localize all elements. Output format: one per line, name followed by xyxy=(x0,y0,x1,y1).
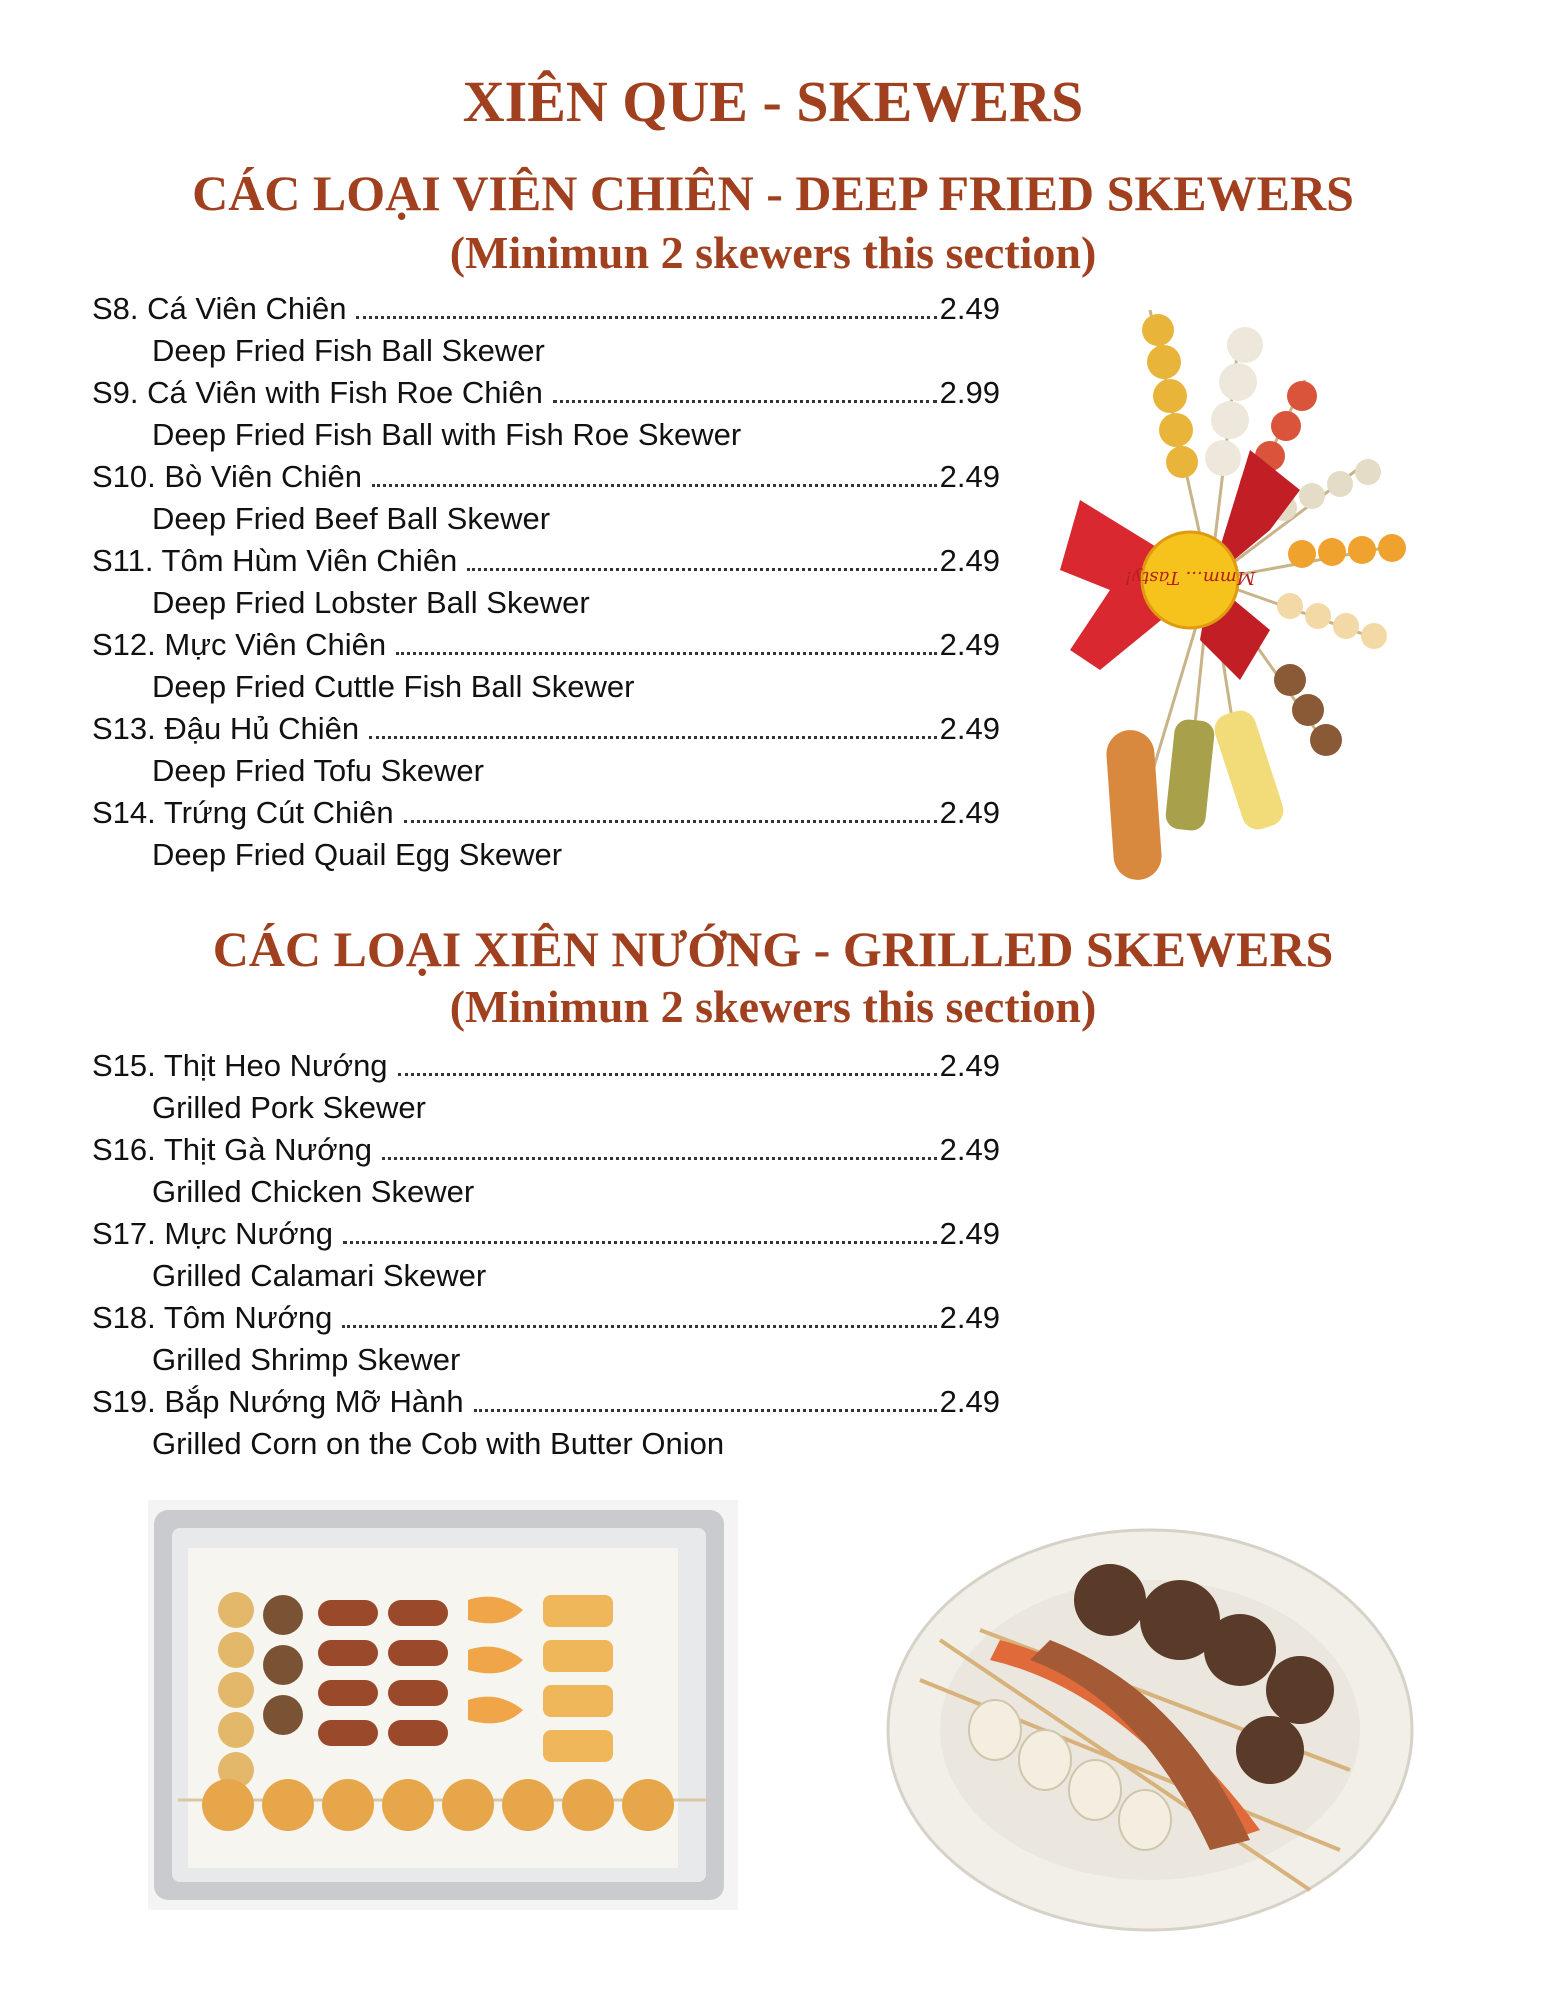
dot-leader xyxy=(396,651,936,655)
item-name: S11. Tôm Hùm Viên Chiên xyxy=(92,543,458,578)
dot-leader xyxy=(398,1072,937,1076)
item-name: S8. Cá Viên Chiên xyxy=(92,291,347,326)
dot-leader xyxy=(404,819,937,823)
item-price: 2.99 xyxy=(939,375,1000,410)
item-name: S19. Bắp Nướng Mỡ Hành xyxy=(92,1384,464,1419)
section-note: (Minimun 2 skewers this section) xyxy=(449,227,1097,278)
item-english-name: Grilled Shrimp Skewer xyxy=(152,1342,461,1377)
item-name: S9. Cá Viên with Fish Roe Chiên xyxy=(92,375,543,410)
menu-item xyxy=(92,1381,1000,1465)
item-name: S10. Bò Viên Chiên xyxy=(92,459,363,494)
menu-item xyxy=(92,1129,1000,1213)
item-english-name: Grilled Pork Skewer xyxy=(152,1090,426,1125)
item-price: 2.49 xyxy=(939,1216,1000,1251)
menu-item xyxy=(92,624,1000,708)
dot-leader xyxy=(369,735,937,739)
menu-item xyxy=(92,456,1000,540)
item-english-name: Deep Fried Lobster Ball Skewer xyxy=(152,585,590,620)
menu-item xyxy=(92,1045,1000,1129)
item-name: S13. Đậu Hủ Chiên xyxy=(92,711,360,746)
item-english-name: Deep Fried Beef Ball Skewer xyxy=(152,501,551,536)
menu-item xyxy=(92,708,1000,792)
item-english-name: Deep Fried Cuttle Fish Ball Skewer xyxy=(152,669,635,704)
item-price: 2.49 xyxy=(939,1132,1000,1167)
section-title: CÁC LOẠI XIÊN NƯỚNG - GRILLED SKEWERS xyxy=(212,921,1334,977)
item-name: S17. Mực Nướng xyxy=(92,1216,334,1251)
menu-item xyxy=(92,1213,1000,1297)
menu-item xyxy=(92,372,1000,456)
item-price: 2.49 xyxy=(939,711,1000,746)
item-english-name: Grilled Chicken Skewer xyxy=(152,1174,475,1209)
item-name: S14. Trứng Cút Chiên xyxy=(92,795,394,830)
item-price: 2.49 xyxy=(939,1384,1000,1419)
item-english-name: Deep Fried Quail Egg Skewer xyxy=(152,837,563,872)
menu-list xyxy=(92,1045,1000,1465)
item-english-name: Grilled Calamari Skewer xyxy=(152,1258,487,1293)
dot-leader xyxy=(372,483,937,487)
menu-item xyxy=(92,792,1000,876)
grilled-skewer-plate-photo xyxy=(880,1520,1420,1940)
dot-leader xyxy=(342,1324,936,1328)
item-name: S18. Tôm Nướng xyxy=(92,1300,333,1335)
page-title: XIÊN QUE - SKEWERS xyxy=(462,69,1084,134)
dot-leader xyxy=(467,567,936,571)
item-name: S16. Thịt Gà Nướng xyxy=(92,1132,373,1167)
section-title: CÁC LOẠI VIÊN CHIÊN - DEEP FRIED SKEWERS xyxy=(192,165,1354,221)
item-english-name: Deep Fried Tofu Skewer xyxy=(152,753,484,788)
section-note: (Minimun 2 skewers this section) xyxy=(449,981,1097,1032)
dot-leader xyxy=(553,399,937,403)
item-price: 2.49 xyxy=(939,459,1000,494)
dot-leader xyxy=(343,1240,937,1244)
item-price: 2.49 xyxy=(939,291,1000,326)
menu-list xyxy=(92,288,1000,876)
skewer-fan-illustration xyxy=(1040,300,1460,880)
dot-leader xyxy=(382,1156,937,1160)
item-price: 2.49 xyxy=(939,795,1000,830)
item-english-name: Deep Fried Fish Ball Skewer xyxy=(152,333,545,368)
item-price: 2.49 xyxy=(939,1048,1000,1083)
dot-leader xyxy=(474,1408,937,1412)
item-price: 2.49 xyxy=(939,1300,1000,1335)
fan-logo-text: Mmm... Tasty! xyxy=(1124,567,1256,588)
item-english-name: Deep Fried Fish Ball with Fish Roe Skewer xyxy=(152,417,742,452)
item-price: 2.49 xyxy=(939,543,1000,578)
menu-item xyxy=(92,288,1000,372)
item-name: S15. Thịt Heo Nướng xyxy=(92,1048,388,1083)
menu-item xyxy=(92,1297,1000,1381)
dot-leader xyxy=(356,315,936,319)
item-name: S12. Mực Viên Chiên xyxy=(92,627,387,662)
item-price: 2.49 xyxy=(939,627,1000,662)
menu-item xyxy=(92,540,1000,624)
fried-skewer-tray-photo xyxy=(148,1500,738,1910)
item-english-name: Grilled Corn on the Cob with Butter Onion xyxy=(152,1426,725,1461)
